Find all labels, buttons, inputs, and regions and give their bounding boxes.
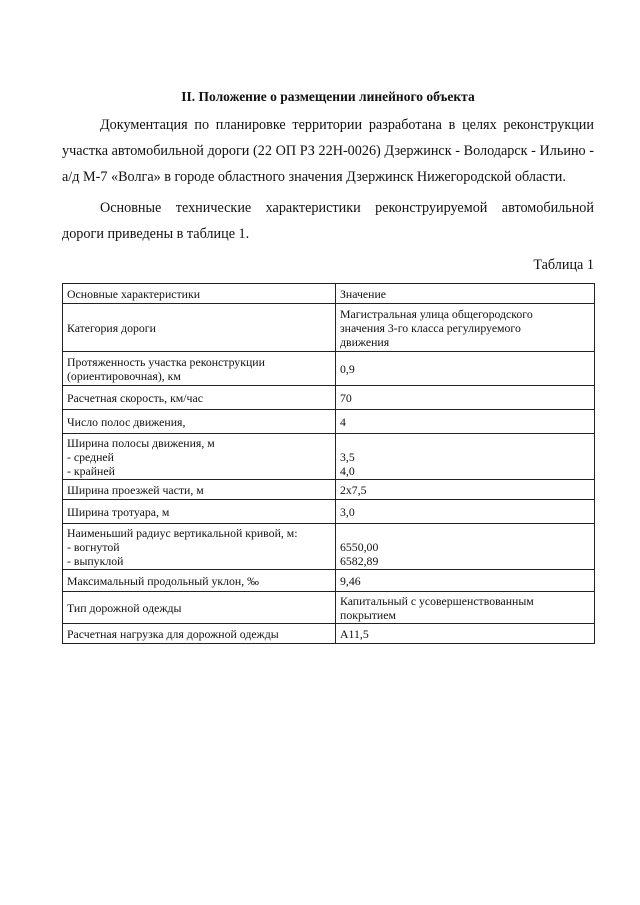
row-label-sidewalk-width: Ширина тротуара, м	[63, 500, 336, 524]
table-row	[63, 352, 595, 386]
table-header-row	[63, 284, 595, 304]
row-value-carriageway-width: 2х7,5	[336, 480, 595, 500]
row-label-lanes: Число полос движения,	[63, 410, 336, 434]
row-label-speed: Расчетная скорость, км/час	[63, 386, 336, 410]
row-value-design-load: А11,5	[336, 624, 595, 644]
section-heading: II. Положение о размещении линейного объекта	[181, 89, 475, 104]
row-label-road-category: Категория дороги	[63, 304, 336, 352]
row-value-road-category: Магистральная улица общегородского значения 3-го класса регулируемого движения	[336, 304, 595, 352]
row-label-length: Протяженность участка реконструкции (ориентировочная), км	[63, 352, 336, 386]
table-row	[63, 480, 595, 500]
row-label-design-load: Расчетная нагрузка для дорожной одежды	[63, 624, 336, 644]
table-row	[63, 524, 595, 570]
table-row	[63, 500, 595, 524]
specifications-table	[62, 283, 595, 644]
row-label-max-grade: Максимальный продольный уклон, ‰	[63, 570, 336, 592]
table-row	[63, 592, 595, 624]
table-row	[63, 570, 595, 592]
table-caption: Таблица 1	[533, 257, 594, 273]
header-characteristics: Основные характеристики	[63, 284, 336, 304]
table-row	[63, 624, 595, 644]
row-value-lanes: 4	[336, 410, 595, 434]
row-value-pavement-type: Капитальный с усовершенствованным покрытием	[336, 592, 595, 624]
row-value-vertical-curve: 6550,00 6582,89	[336, 524, 595, 570]
table-row	[63, 304, 595, 352]
row-value-speed: 70	[336, 386, 595, 410]
row-label-lane-width: Ширина полосы движения, м - средней - крайней	[63, 434, 336, 480]
row-value-length: 0,9	[336, 352, 595, 386]
document-page	[62, 88, 594, 644]
table-row	[63, 410, 595, 434]
row-label-carriageway-width: Ширина проезжей части, м	[63, 480, 336, 500]
table-row	[63, 434, 595, 480]
header-value: Значение	[336, 284, 595, 304]
table-row	[63, 386, 595, 410]
paragraph-documentation: Документация по планировке территории разработана в целях реконструкции участка автомобильной дороги (22 ОП РЗ 22Н-0026) Дзержинск - Володарск - Ильино - а/д М-7 «Волга» в городе областного значения Дзержинск Нижегородской области.	[62, 117, 594, 185]
row-label-pavement-type: Тип дорожной одежды	[63, 592, 336, 624]
paragraph-characteristics: Основные технические характеристики реконструируемой автомобильной дороги приведены в таблице 1.	[62, 200, 594, 242]
row-value-max-grade: 9,46	[336, 570, 595, 592]
row-value-lane-width: 3,5 4,0	[336, 434, 595, 480]
row-label-vertical-curve: Наименьший радиус вертикальной кривой, м: - вогнутой - выпуклой	[63, 524, 336, 570]
row-value-sidewalk-width: 3,0	[336, 500, 595, 524]
